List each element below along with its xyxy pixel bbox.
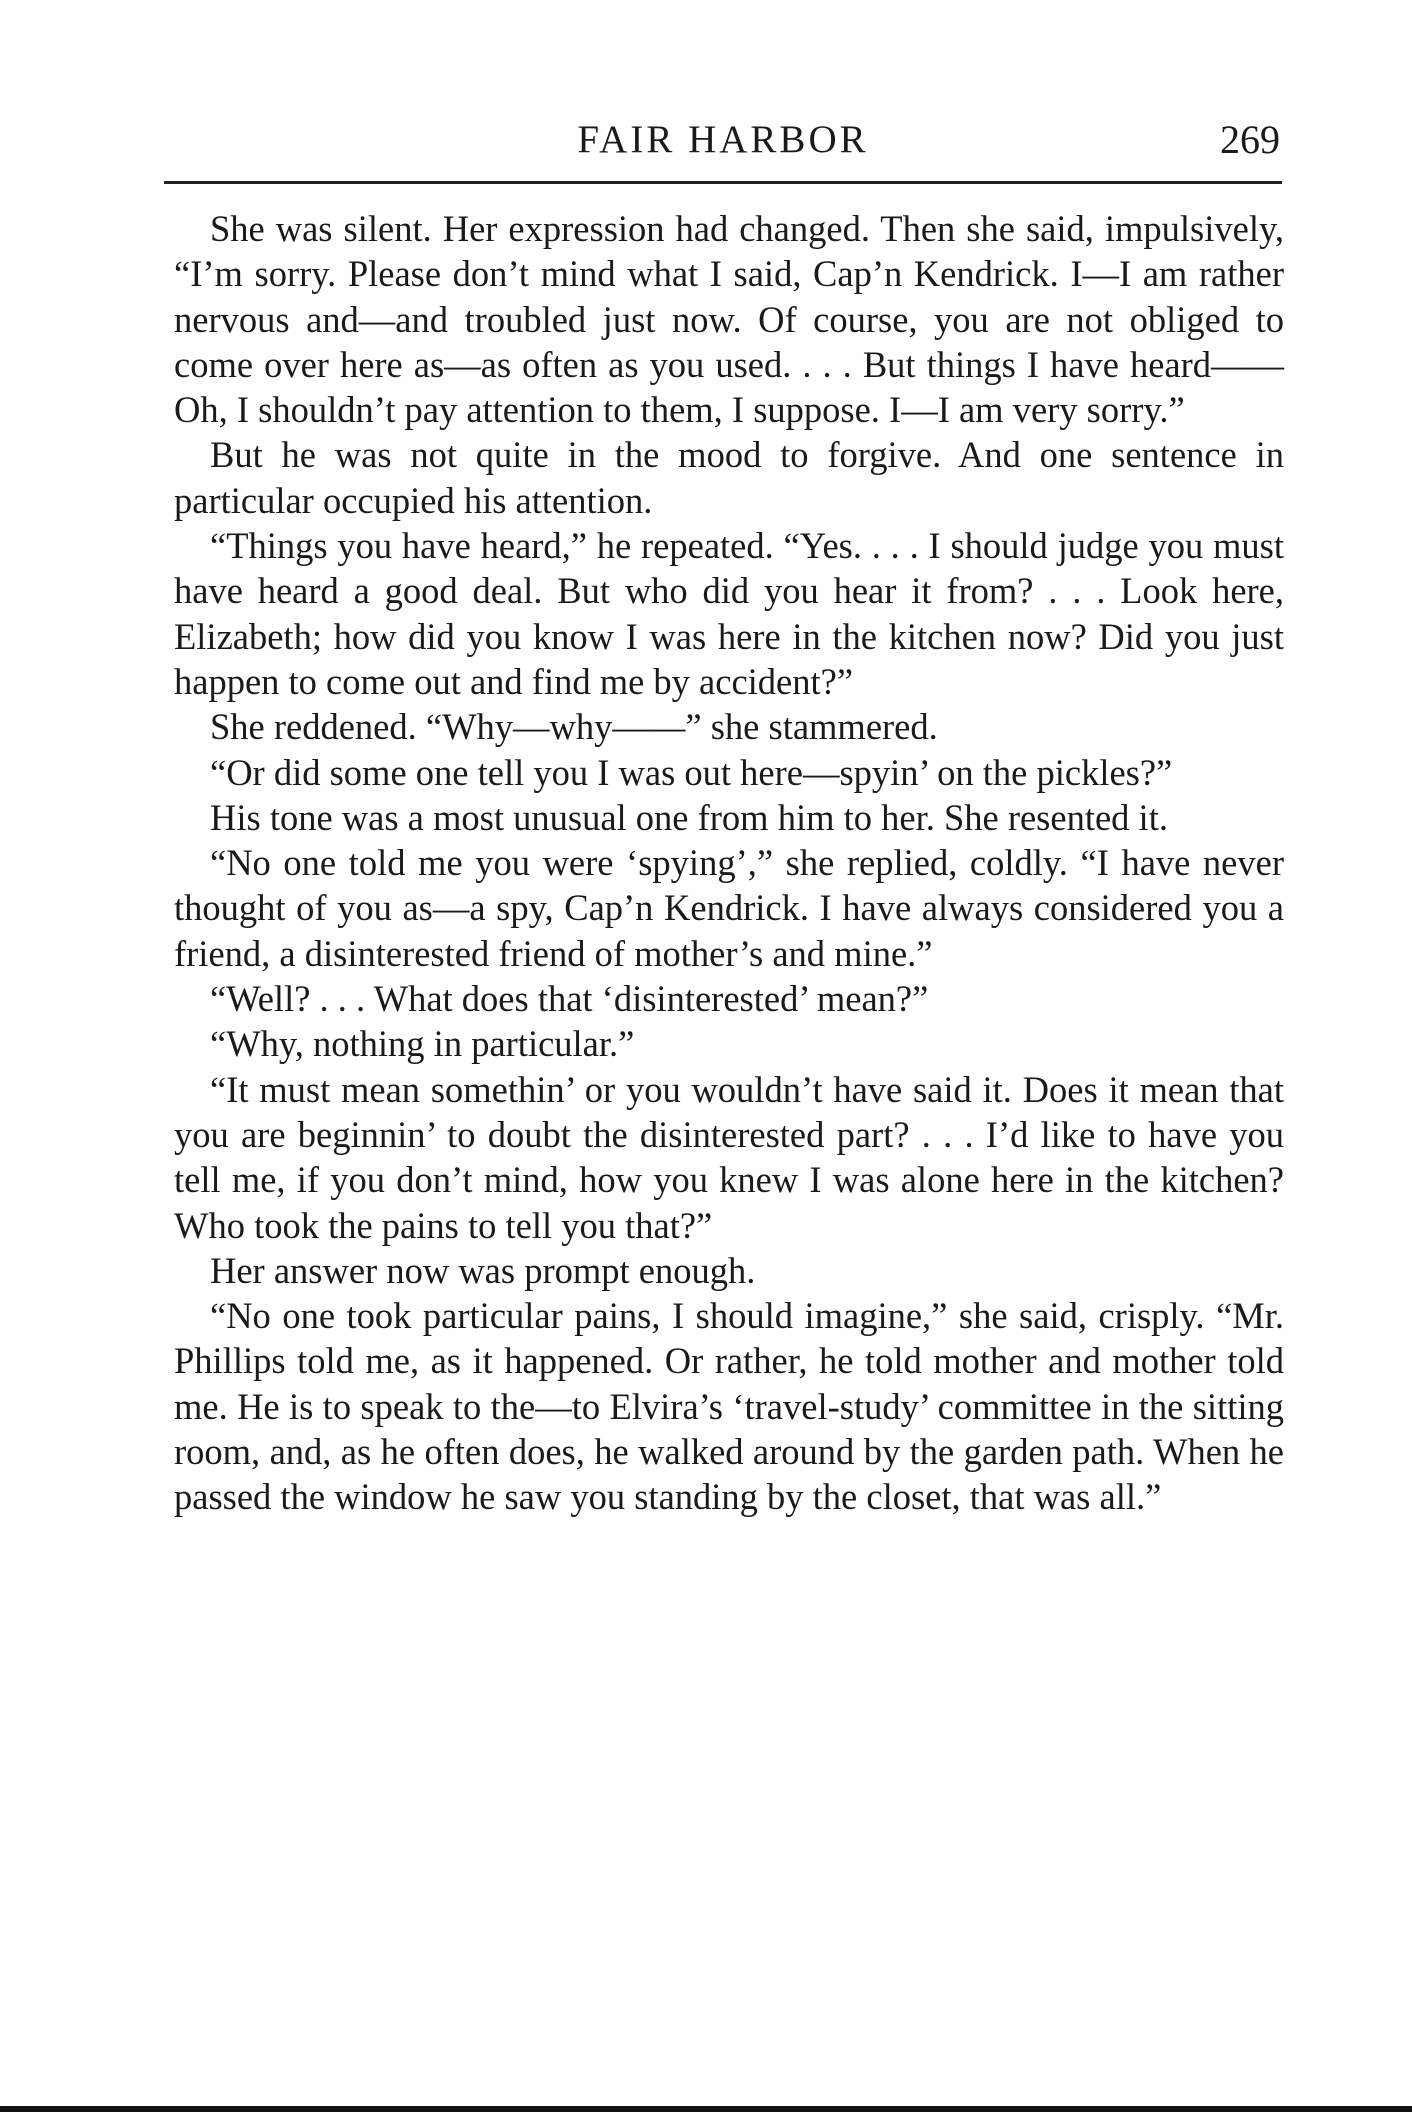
- paragraph: But he was not quite in the mood to forgive. And one sentence in particular occupied his attention.: [174, 434, 1284, 521]
- paragraph: “Things you have heard,” he repeated. “Yes. . . . I should judge you must have heard a good deal. But who did you hear it from? . . . Look here, Elizabeth; how did you know I was here in the kitchen now? Did you just happen to come out and find me by accident?”: [174, 525, 1284, 702]
- paragraph: “No one told me you were ‘spying’,” she replied, coldly. “I have never thought of you as—a spy, Cap’n Kendrick. I have always considered you a friend, a disinterested friend of mother’s and mine.”: [174, 842, 1284, 974]
- paragraph: She was silent. Her expression had changed. Then she said, impulsively, “I’m sorry. Please don’t mind what I said, Cap’n Kendrick. I—I am rather nervous and—and troubled just now. Of course, you are not obliged to come over here as—as often as you used. . . . But things I have heard—— Oh, I shouldn’t pay attention to them, I suppose. I—I am very sorry.”: [174, 208, 1284, 431]
- paragraph: “Why, nothing in particular.”: [210, 1023, 635, 1065]
- running-head-title: FAIR HARBOR: [577, 118, 869, 161]
- scan-bottom-edge: [0, 2106, 1412, 2112]
- paragraph: “Or did some one tell you I was out here—spyin’ on the pickles?”: [210, 751, 1173, 793]
- body-text: [174, 206, 1284, 1520]
- paragraph: Her answer now was prompt enough.: [210, 1249, 756, 1291]
- page-number: 269: [1220, 117, 1280, 162]
- paragraph: She reddened. “Why—why——” she stammered.: [210, 706, 938, 748]
- running-head: [166, 112, 1280, 168]
- header-rule: [164, 181, 1282, 184]
- paragraph: “Well? . . . What does that ‘disinterested’ mean?”: [210, 978, 929, 1020]
- paragraph: “No one took particular pains, I should imagine,” she said, crisply. “Mr. Phillips told me, as it happened. Or rather, he told mother and mother told me. He is to speak to the—to Elvira’s ‘travel-study’ committee in the sitting room, and, as he often does, he walked around by the garden path. When he passed the window he saw you standing by the closet, that was all.”: [174, 1295, 1284, 1518]
- paragraph: “It must mean somethin’ or you wouldn’t have said it. Does it mean that you are beginnin’ to doubt the disinterested part? . . . I’d like to have you tell me, if you don’t mind, how you knew I was alone here in the kitchen? Who took the pains to tell you that?”: [174, 1068, 1284, 1246]
- paragraph: His tone was a most unusual one from him to her. She resented it.: [210, 796, 1168, 838]
